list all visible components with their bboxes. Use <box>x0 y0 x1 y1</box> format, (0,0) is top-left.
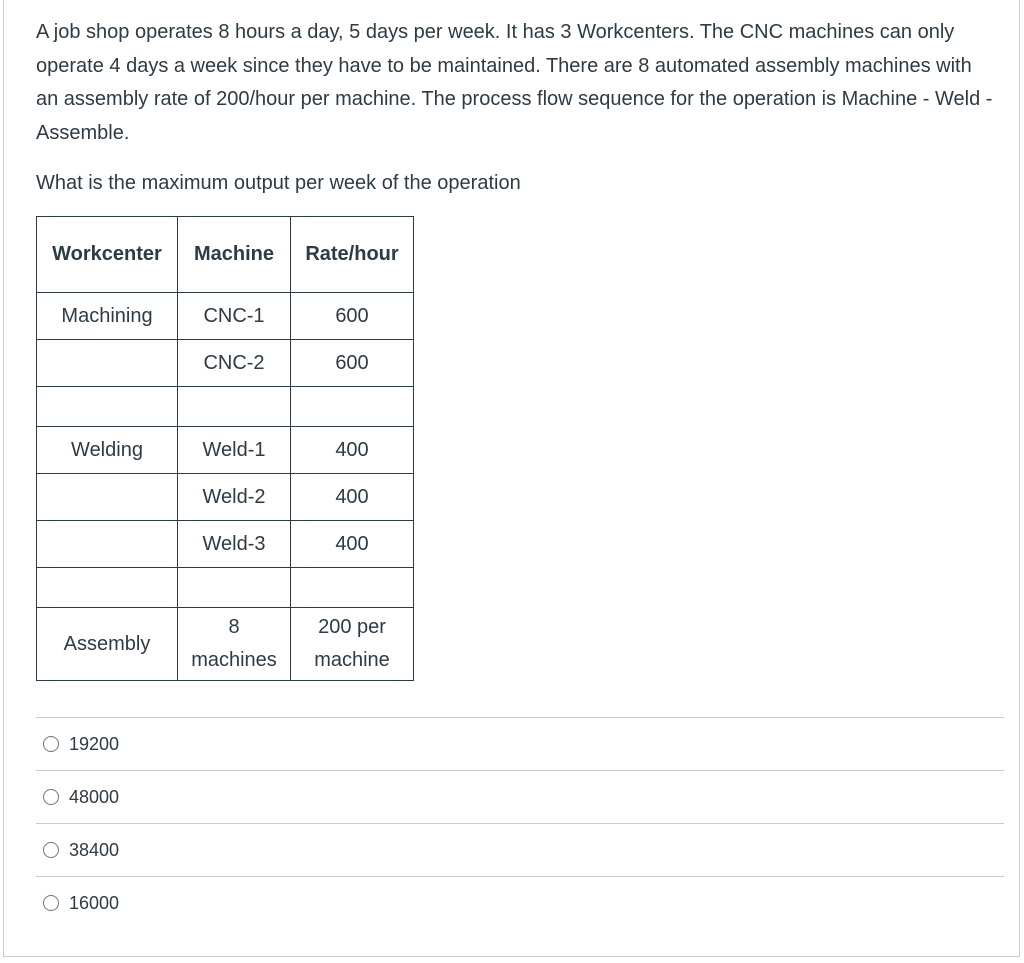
table-cell: 600 <box>291 293 414 340</box>
header-rate: Rate/hour <box>291 217 414 293</box>
table-cell: 400 <box>291 521 414 568</box>
table-row <box>37 474 414 521</box>
table-cell: 200 per machine <box>291 608 414 681</box>
radio-button[interactable] <box>43 789 59 805</box>
answer-label: 38400 <box>69 839 120 860</box>
table-cell <box>178 568 291 608</box>
table-cell: 8 machines <box>178 608 291 681</box>
table-cell <box>37 521 178 568</box>
table-cell <box>37 340 178 387</box>
table-cell: 400 <box>291 474 414 521</box>
table-cell <box>291 568 414 608</box>
table-cell: CNC-2 <box>178 340 291 387</box>
table-cell: Assembly <box>37 608 178 681</box>
answer-option-4[interactable] <box>36 876 1004 929</box>
radio-button[interactable] <box>43 895 59 911</box>
table-row <box>37 293 414 340</box>
answer-label: 16000 <box>69 892 120 913</box>
table-cell <box>37 568 178 608</box>
question-text: A job shop operates 8 hours a day, 5 days per week. It has 3 Workcenters. The CNC machines can only operate 4 days a week since they have to be maintained. There are 8 automated assembly machines with an assembly rate of 200/hour per machine. The process flow sequence for the operation is Machine - Weld - Assemble. <box>36 21 993 144</box>
table-cell <box>37 387 178 427</box>
table-cell: CNC-1 <box>178 293 291 340</box>
radio-button[interactable] <box>43 842 59 858</box>
question-frame <box>3 0 1020 957</box>
answer-option-1[interactable] <box>36 717 1004 770</box>
answer-option-3[interactable] <box>36 823 1004 876</box>
answer-list <box>36 717 1004 929</box>
header-workcenter: Workcenter <box>37 217 178 293</box>
table-row <box>37 387 414 427</box>
question-prompt: What is the maximum output per week of the operation <box>36 172 521 194</box>
table-cell: Welding <box>37 427 178 474</box>
workcenter-table <box>36 216 414 681</box>
table-row <box>37 521 414 568</box>
radio-button[interactable] <box>43 736 59 752</box>
answer-option-2[interactable] <box>36 770 1004 823</box>
answer-label: 19200 <box>69 733 120 754</box>
table-row <box>37 608 414 681</box>
table-cell: Weld-3 <box>178 521 291 568</box>
table-row <box>37 340 414 387</box>
table-row <box>37 427 414 474</box>
table-cell: Weld-2 <box>178 474 291 521</box>
table-cell: 600 <box>291 340 414 387</box>
header-machine: Machine <box>178 217 291 293</box>
table-row <box>37 568 414 608</box>
table-header-row <box>37 217 414 293</box>
table-cell <box>291 387 414 427</box>
table-cell <box>37 474 178 521</box>
table-cell: Machining <box>37 293 178 340</box>
answer-label: 48000 <box>69 786 120 807</box>
table-cell <box>178 387 291 427</box>
table-cell: Weld-1 <box>178 427 291 474</box>
table-cell: 400 <box>291 427 414 474</box>
